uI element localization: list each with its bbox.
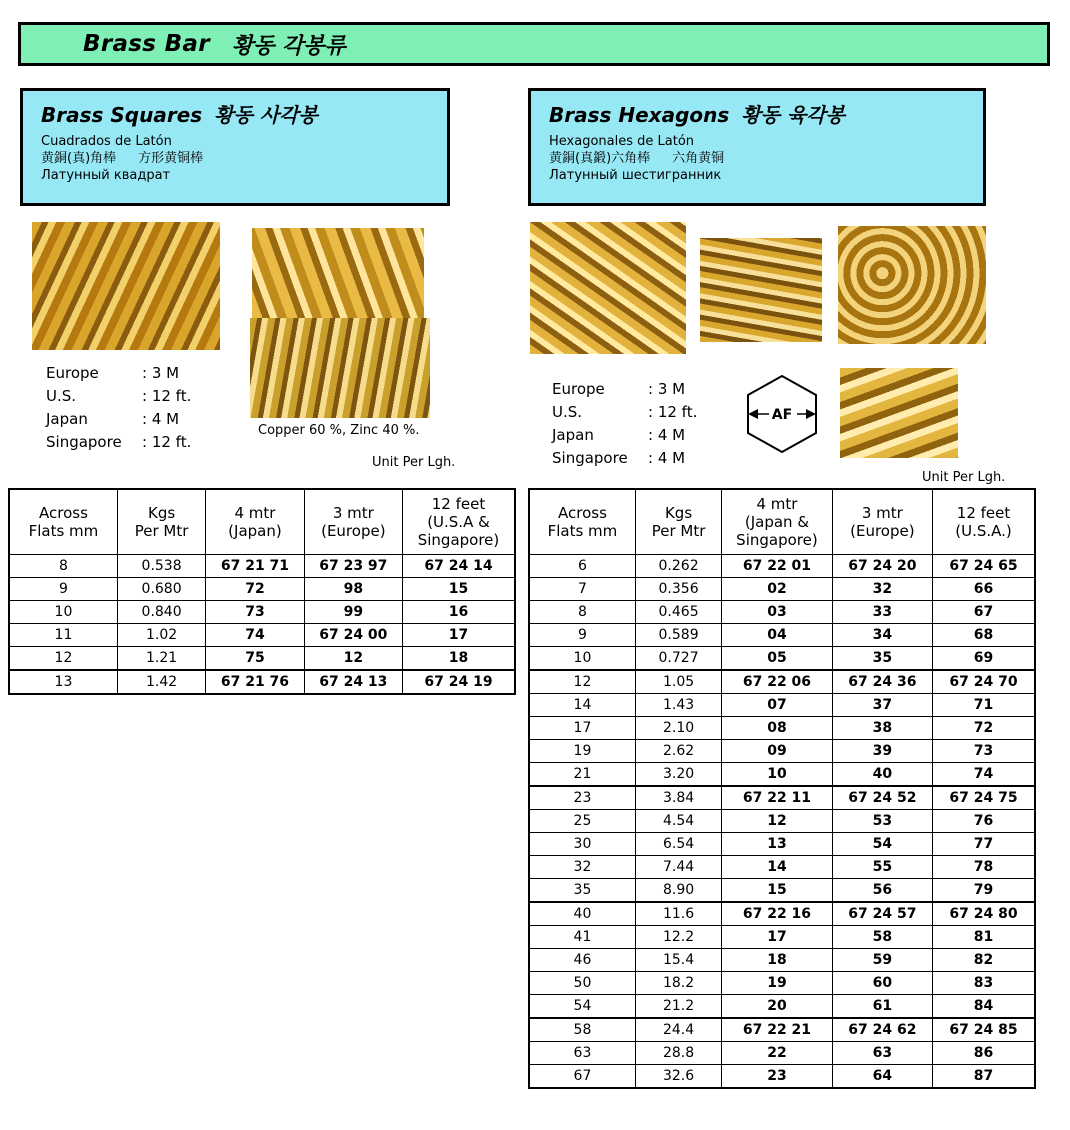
cell-kgs-per-mtr: 24.4 — [635, 1018, 721, 1042]
squares-subtitle-russian: Латунный квадрат — [41, 168, 171, 183]
cell-across-flats: 9 — [9, 578, 117, 601]
hexagons-spec-label-2: Japan — [552, 426, 594, 444]
cell-across-flats: 12 — [9, 647, 117, 671]
cell-across-flats: 21 — [529, 763, 635, 787]
cell-kgs-per-mtr: 0.262 — [635, 555, 721, 578]
cell-code-12feet: 81 — [933, 926, 1035, 949]
cell-code-12feet: 83 — [933, 972, 1035, 995]
squares-header-12feet-line-0: 12 feet — [431, 495, 486, 513]
cell-across-flats: 63 — [529, 1042, 635, 1065]
squares-title-korean: 황동 사각봉 — [214, 103, 318, 127]
hexagons-header-4mtr — [722, 489, 832, 555]
cell-code-3mtr: 67 24 52 — [832, 786, 932, 810]
table-row — [9, 647, 515, 671]
cell-kgs-per-mtr: 0.840 — [117, 601, 205, 624]
cell-code-12feet: 71 — [933, 694, 1035, 717]
cell-code-12feet: 67 24 80 — [933, 902, 1035, 926]
cell-code-3mtr: 67 24 57 — [832, 902, 932, 926]
cell-across-flats: 58 — [529, 1018, 635, 1042]
squares-header-12feet — [403, 489, 515, 555]
squares-header-12feet-line-1: (U.S.A & — [427, 513, 490, 531]
squares-spec-label-0: Europe — [46, 364, 99, 382]
cell-across-flats: 7 — [529, 578, 635, 601]
table-row — [529, 972, 1035, 995]
table-row — [529, 717, 1035, 740]
table-row — [529, 833, 1035, 856]
cell-code-4mtr: 67 22 01 — [722, 555, 832, 578]
cell-code-12feet: 67 — [933, 601, 1035, 624]
cell-code-4mtr: 07 — [722, 694, 832, 717]
hexagons-spec-value-0: : 3 M — [648, 380, 686, 398]
cell-across-flats: 40 — [529, 902, 635, 926]
table-row — [529, 786, 1035, 810]
squares-title — [41, 99, 447, 128]
hexagons-spec-row-3 — [552, 447, 697, 470]
cell-code-3mtr: 34 — [832, 624, 932, 647]
cell-code-12feet: 16 — [403, 601, 515, 624]
cell-code-4mtr: 67 21 71 — [206, 555, 304, 578]
squares-table-body — [9, 555, 515, 695]
cell-code-12feet: 18 — [403, 647, 515, 671]
hexagons-spec-value-2: : 4 M — [648, 426, 686, 444]
cell-across-flats: 41 — [529, 926, 635, 949]
cell-code-12feet: 67 24 70 — [933, 670, 1035, 694]
hexagons-spec-label-3: Singapore — [552, 449, 628, 467]
cell-code-4mtr: 12 — [722, 810, 832, 833]
cell-across-flats: 12 — [529, 670, 635, 694]
cell-code-12feet: 67 24 14 — [403, 555, 515, 578]
squares-header-kgs — [117, 489, 205, 555]
table-row — [529, 624, 1035, 647]
brass-squares-table — [8, 488, 516, 695]
cell-kgs-per-mtr: 0.356 — [635, 578, 721, 601]
cell-code-12feet: 82 — [933, 949, 1035, 972]
cell-code-3mtr: 53 — [832, 810, 932, 833]
cell-across-flats: 67 — [529, 1065, 635, 1089]
cell-kgs-per-mtr: 2.62 — [635, 740, 721, 763]
hexagons-header-4mtr-line-2: Singapore) — [736, 531, 818, 549]
squares-header-3mtr — [304, 489, 402, 555]
cell-code-4mtr: 05 — [722, 647, 832, 671]
cell-code-4mtr: 17 — [722, 926, 832, 949]
cell-code-3mtr: 67 24 20 — [832, 555, 932, 578]
cell-code-3mtr: 58 — [832, 926, 932, 949]
hexagons-header-kgs — [635, 489, 721, 555]
table-row — [529, 763, 1035, 787]
cell-kgs-per-mtr: 0.727 — [635, 647, 721, 671]
squares-header-across-flats-line-1: Flats mm — [28, 522, 99, 540]
squares-table-header-row — [9, 489, 515, 555]
table-row — [529, 1042, 1035, 1065]
hexagons-title — [549, 99, 983, 128]
hexagons-table-header-row — [529, 489, 1035, 555]
cell-kgs-per-mtr: 8.90 — [635, 879, 721, 903]
squares-spec-value-2: : 4 M — [142, 410, 180, 428]
cell-across-flats: 8 — [529, 601, 635, 624]
cell-code-12feet: 67 24 85 — [933, 1018, 1035, 1042]
hexagons-title-korean: 황동 육각봉 — [741, 103, 845, 127]
squares-subtitle-japanese: 黄銅(真)角棒 — [41, 151, 117, 166]
cell-code-3mtr: 55 — [832, 856, 932, 879]
cell-kgs-per-mtr: 4.54 — [635, 810, 721, 833]
cell-code-3mtr: 12 — [304, 647, 402, 671]
squares-unit-note: Unit Per Lgh. — [372, 455, 456, 470]
squares-subtitle-spanish: Cuadrados de Latón — [41, 134, 172, 149]
cell-code-12feet: 79 — [933, 879, 1035, 903]
cell-across-flats: 14 — [529, 694, 635, 717]
squares-header-4mtr-line-1: (Japan) — [228, 522, 282, 540]
cell-across-flats: 50 — [529, 972, 635, 995]
cell-code-3mtr: 67 24 62 — [832, 1018, 932, 1042]
hexagons-header-4mtr-line-0: 4 mtr — [756, 495, 798, 513]
cell-across-flats: 25 — [529, 810, 635, 833]
squares-subtitle-cjk — [41, 150, 447, 167]
hexagons-spec-list — [552, 378, 697, 470]
hexagons-spec-row-0 — [552, 378, 697, 401]
page-title-english: Brass Bar — [83, 31, 210, 57]
squares-header-12feet-line-2: Singapore) — [417, 531, 500, 549]
squares-spec-row-0 — [46, 362, 191, 385]
squares-header-kgs-line-1: Per Mtr — [134, 522, 189, 540]
cell-code-12feet: 66 — [933, 578, 1035, 601]
cell-code-3mtr: 61 — [832, 995, 932, 1019]
cell-code-4mtr: 67 22 16 — [722, 902, 832, 926]
cell-kgs-per-mtr: 7.44 — [635, 856, 721, 879]
table-row — [9, 670, 515, 694]
table-row — [9, 555, 515, 578]
cell-kgs-per-mtr: 0.589 — [635, 624, 721, 647]
squares-spec-label-3: Singapore — [46, 433, 122, 451]
cell-code-3mtr: 63 — [832, 1042, 932, 1065]
section-header-brass-hexagons — [528, 88, 986, 206]
cell-kgs-per-mtr: 1.02 — [117, 624, 205, 647]
brass-hexagons-table — [528, 488, 1036, 1089]
table-row — [529, 926, 1035, 949]
table-row — [529, 601, 1035, 624]
hexagons-subtitle-russian: Латунный шестигранник — [549, 168, 722, 183]
table-row — [529, 670, 1035, 694]
hexagons-header-12feet-line-1: (U.S.A.) — [955, 522, 1012, 540]
cell-kgs-per-mtr: 2.10 — [635, 717, 721, 740]
cell-across-flats: 9 — [529, 624, 635, 647]
cell-code-4mtr: 22 — [722, 1042, 832, 1065]
table-row — [529, 1065, 1035, 1089]
cell-code-12feet: 78 — [933, 856, 1035, 879]
page-title-banner — [18, 22, 1050, 66]
hexagons-header-across-flats-line-0: Across — [558, 504, 607, 522]
cell-kgs-per-mtr: 21.2 — [635, 995, 721, 1019]
cell-code-4mtr: 20 — [722, 995, 832, 1019]
photo-brass-square-bar-bundle — [250, 318, 430, 418]
cell-code-4mtr: 73 — [206, 601, 304, 624]
hexagons-header-across-flats — [529, 489, 635, 555]
cell-across-flats: 35 — [529, 879, 635, 903]
hexagons-spec-row-2 — [552, 424, 697, 447]
squares-title-english: Brass Squares — [41, 103, 203, 127]
squares-spec-list — [46, 362, 191, 454]
cell-code-4mtr: 15 — [722, 879, 832, 903]
cell-code-12feet: 74 — [933, 763, 1035, 787]
cell-code-3mtr: 33 — [832, 601, 932, 624]
cell-code-12feet: 68 — [933, 624, 1035, 647]
section-header-brass-squares — [20, 88, 450, 206]
cell-code-12feet: 73 — [933, 740, 1035, 763]
cell-across-flats: 13 — [9, 670, 117, 694]
squares-header-kgs-line-0: Kgs — [148, 504, 176, 522]
squares-header-4mtr-line-0: 4 mtr — [234, 504, 276, 522]
hexagons-header-kgs-line-0: Kgs — [664, 504, 693, 522]
squares-spec-row-1 — [46, 385, 191, 408]
squares-header-3mtr-line-0: 3 mtr — [332, 504, 374, 522]
cell-code-3mtr: 37 — [832, 694, 932, 717]
cell-code-4mtr: 04 — [722, 624, 832, 647]
cell-code-3mtr: 35 — [832, 647, 932, 671]
cell-code-3mtr: 59 — [832, 949, 932, 972]
cell-code-12feet: 67 24 19 — [403, 670, 515, 694]
cell-code-4mtr: 75 — [206, 647, 304, 671]
cell-code-12feet: 15 — [403, 578, 515, 601]
cell-code-3mtr: 67 24 00 — [304, 624, 402, 647]
cell-kgs-per-mtr: 1.43 — [635, 694, 721, 717]
squares-spec-value-1: : 12 ft. — [142, 387, 192, 405]
table-row — [529, 949, 1035, 972]
cell-code-3mtr: 54 — [832, 833, 932, 856]
cell-code-12feet: 72 — [933, 717, 1035, 740]
cell-kgs-per-mtr: 1.21 — [117, 647, 205, 671]
cell-code-3mtr: 67 24 36 — [832, 670, 932, 694]
cell-code-12feet: 76 — [933, 810, 1035, 833]
cell-code-4mtr: 67 22 06 — [722, 670, 832, 694]
cell-across-flats: 10 — [529, 647, 635, 671]
hexagons-subtitle-japanese: 黄銅(真鍛)六角棒 — [549, 151, 651, 166]
squares-spec-row-3 — [46, 431, 191, 454]
cell-kgs-per-mtr: 6.54 — [635, 833, 721, 856]
cell-code-3mtr: 39 — [832, 740, 932, 763]
hexagons-spec-label-1: U.S. — [552, 403, 583, 421]
cell-kgs-per-mtr: 1.05 — [635, 670, 721, 694]
squares-header-4mtr — [206, 489, 304, 555]
cell-across-flats: 46 — [529, 949, 635, 972]
cell-code-4mtr: 13 — [722, 833, 832, 856]
table-row — [529, 694, 1035, 717]
hexagons-subtitle-chinese: 六角黄铜 — [672, 151, 725, 166]
cell-code-4mtr: 74 — [206, 624, 304, 647]
hexagons-header-3mtr — [832, 489, 932, 555]
cell-kgs-per-mtr: 3.20 — [635, 763, 721, 787]
cell-across-flats: 54 — [529, 995, 635, 1019]
cell-across-flats: 19 — [529, 740, 635, 763]
table-row — [529, 740, 1035, 763]
across-flats-diagram — [736, 372, 828, 456]
cell-code-3mtr: 64 — [832, 1065, 932, 1089]
photo-brass-hex-cap — [840, 368, 958, 458]
table-row — [529, 578, 1035, 601]
hexagons-header-12feet — [933, 489, 1035, 555]
table-row — [529, 856, 1035, 879]
cell-across-flats: 8 — [9, 555, 117, 578]
table-row — [9, 601, 515, 624]
hexagons-spec-label-0: Europe — [552, 380, 605, 398]
hexagons-subtitle-spanish: Hexagonales de Latón — [549, 134, 695, 149]
cell-across-flats: 11 — [9, 624, 117, 647]
cell-code-4mtr: 14 — [722, 856, 832, 879]
cell-code-4mtr: 03 — [722, 601, 832, 624]
cell-code-4mtr: 10 — [722, 763, 832, 787]
cell-code-4mtr: 18 — [722, 949, 832, 972]
hexagons-title-english: Brass Hexagons — [549, 103, 730, 127]
cell-code-12feet: 87 — [933, 1065, 1035, 1089]
table-row — [529, 647, 1035, 671]
squares-alloy-note: Copper 60 %, Zinc 40 %. — [258, 423, 420, 438]
hexagons-unit-note: Unit Per Lgh. — [922, 470, 1006, 485]
cell-code-4mtr: 23 — [722, 1065, 832, 1089]
squares-header-across-flats — [9, 489, 117, 555]
table-row — [529, 1018, 1035, 1042]
table-row — [529, 879, 1035, 903]
cell-code-3mtr: 32 — [832, 578, 932, 601]
squares-spec-label-1: U.S. — [46, 387, 77, 405]
cell-code-4mtr: 19 — [722, 972, 832, 995]
squares-spec-value-0: : 3 M — [142, 364, 180, 382]
af-label: AF — [771, 407, 793, 423]
hexagons-header-3mtr-line-1: (Europe) — [850, 522, 915, 540]
photo-brass-hexagon-rods — [700, 238, 822, 342]
cell-across-flats: 32 — [529, 856, 635, 879]
cell-kgs-per-mtr: 12.2 — [635, 926, 721, 949]
cell-code-3mtr: 98 — [304, 578, 402, 601]
photo-brass-hex-fitting — [838, 226, 986, 344]
hexagons-header-across-flats-line-1: Flats mm — [547, 522, 618, 540]
cell-code-3mtr: 40 — [832, 763, 932, 787]
cell-code-4mtr: 72 — [206, 578, 304, 601]
hexagons-header-3mtr-line-0: 3 mtr — [861, 504, 903, 522]
hexagons-subtitle-cjk — [549, 150, 983, 167]
cell-code-3mtr: 56 — [832, 879, 932, 903]
cell-across-flats: 6 — [529, 555, 635, 578]
cell-across-flats: 30 — [529, 833, 635, 856]
cell-code-4mtr: 09 — [722, 740, 832, 763]
photo-brass-hexagon-bar-ends — [530, 222, 686, 354]
cell-kgs-per-mtr: 3.84 — [635, 786, 721, 810]
hexagons-header-kgs-line-1: Per Mtr — [651, 522, 706, 540]
cell-code-12feet: 67 24 75 — [933, 786, 1035, 810]
cell-code-4mtr: 02 — [722, 578, 832, 601]
photo-brass-square-bar-ends — [252, 228, 424, 318]
cell-across-flats: 10 — [9, 601, 117, 624]
table-row — [9, 578, 515, 601]
squares-header-across-flats-line-0: Across — [39, 504, 88, 522]
cell-across-flats: 17 — [529, 717, 635, 740]
cell-code-12feet: 17 — [403, 624, 515, 647]
squares-subtitle-chinese: 方形黄铜棒 — [138, 151, 204, 166]
cell-code-3mtr: 38 — [832, 717, 932, 740]
squares-spec-label-2: Japan — [46, 410, 88, 428]
table-row — [529, 902, 1035, 926]
cell-kgs-per-mtr: 1.42 — [117, 670, 205, 694]
cell-code-4mtr: 67 21 76 — [206, 670, 304, 694]
cell-code-12feet: 84 — [933, 995, 1035, 1019]
table-row — [529, 995, 1035, 1019]
hexagons-spec-row-1 — [552, 401, 697, 424]
table-row — [529, 810, 1035, 833]
cell-code-3mtr: 67 23 97 — [304, 555, 402, 578]
table-row — [9, 624, 515, 647]
cell-code-3mtr: 67 24 13 — [304, 670, 402, 694]
cell-kgs-per-mtr: 0.680 — [117, 578, 205, 601]
cell-kgs-per-mtr: 15.4 — [635, 949, 721, 972]
cell-kgs-per-mtr: 11.6 — [635, 902, 721, 926]
cell-kgs-per-mtr: 18.2 — [635, 972, 721, 995]
cell-code-12feet: 69 — [933, 647, 1035, 671]
squares-spec-value-3: : 12 ft. — [142, 433, 192, 451]
table-row — [529, 555, 1035, 578]
cell-across-flats: 23 — [529, 786, 635, 810]
cell-kgs-per-mtr: 0.538 — [117, 555, 205, 578]
cell-code-3mtr: 99 — [304, 601, 402, 624]
cell-code-12feet: 86 — [933, 1042, 1035, 1065]
hexagons-table-body — [529, 555, 1035, 1089]
cell-code-3mtr: 60 — [832, 972, 932, 995]
cell-code-4mtr: 67 22 11 — [722, 786, 832, 810]
cell-kgs-per-mtr: 32.6 — [635, 1065, 721, 1089]
cell-code-4mtr: 67 22 21 — [722, 1018, 832, 1042]
cell-code-4mtr: 08 — [722, 717, 832, 740]
hexagons-header-12feet-line-0: 12 feet — [956, 504, 1011, 522]
hexagons-spec-value-3: : 4 M — [648, 449, 686, 467]
hexagons-spec-value-1: : 12 ft. — [648, 403, 698, 421]
squares-header-3mtr-line-1: (Europe) — [321, 522, 386, 540]
cell-code-12feet: 67 24 65 — [933, 555, 1035, 578]
squares-spec-row-2 — [46, 408, 191, 431]
hexagons-header-4mtr-line-1: (Japan & — [744, 513, 810, 531]
page-title-korean: 황동 각봉류 — [231, 33, 346, 59]
photo-brass-square-bar-pile — [32, 222, 220, 350]
cell-kgs-per-mtr: 0.465 — [635, 601, 721, 624]
cell-code-12feet: 77 — [933, 833, 1035, 856]
cell-kgs-per-mtr: 28.8 — [635, 1042, 721, 1065]
